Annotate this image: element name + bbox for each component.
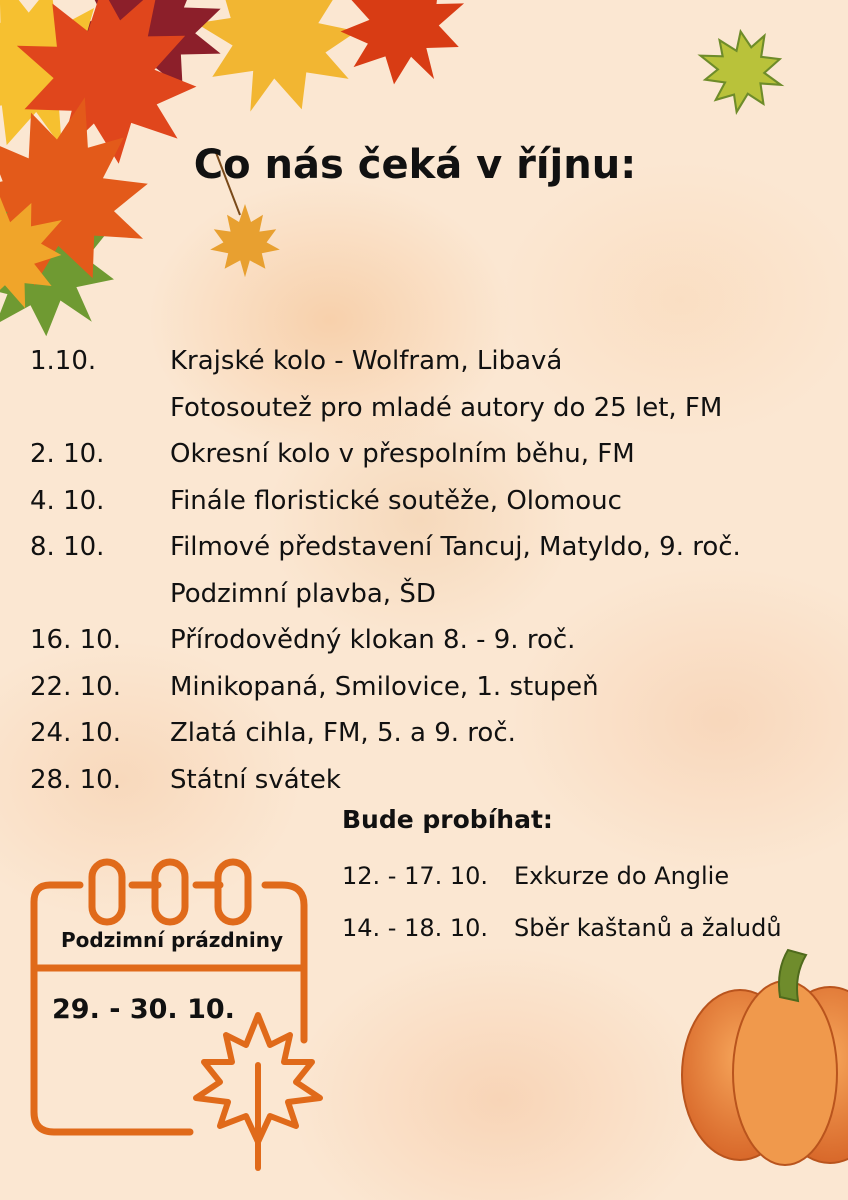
event-date: 1.10. <box>30 346 97 376</box>
list-item <box>0 571 848 618</box>
maple-leaf-icon <box>312 0 480 111</box>
event-text: Státní svátek <box>170 764 341 795</box>
list-item <box>0 524 848 571</box>
ongoing-date: 12. - 17. 10. <box>342 862 489 890</box>
ongoing-text: Sběr kaštanů a žaludů <box>514 914 782 942</box>
event-text: Přírodovědný klokan 8. - 9. roč. <box>170 625 576 655</box>
event-text: Zlatá cihla, FM, 5. a 9. roč. <box>170 718 516 748</box>
holiday-label: Podzimní prázdniny <box>60 928 284 952</box>
event-text: Filmové představení Tancuj, Matyldo, 9. roč. <box>170 532 741 562</box>
ongoing-text: Exkurze do Anglie <box>514 862 730 890</box>
event-date: 28. 10. <box>30 764 121 795</box>
event-date: 2. 10. <box>30 439 105 469</box>
event-text: Minikopaná, Smilovice, 1. stupeň <box>170 671 599 702</box>
event-date: 8. 10. <box>30 532 105 562</box>
list-item <box>0 757 848 804</box>
list-item <box>0 478 848 525</box>
list-item <box>0 385 848 432</box>
maple-leaf-icon <box>210 204 280 277</box>
event-text: Finále floristické soutěže, Olomouc <box>170 485 622 516</box>
holiday-dates: 29. - 30. 10. <box>52 994 235 1025</box>
list-item <box>0 710 848 757</box>
events-list <box>0 338 848 803</box>
event-date: 4. 10. <box>30 485 105 516</box>
list-item <box>0 617 848 664</box>
list-item <box>0 338 848 385</box>
event-text: Podzimní plavba, ŠD <box>170 578 436 609</box>
list-item <box>0 664 848 711</box>
event-text: Krajské kolo - Wolfram, Libavá <box>170 346 563 376</box>
event-text: Fotosoutež pro mladé autory do 25 let, FM <box>170 392 723 423</box>
list-item <box>0 431 848 478</box>
event-date: 22. 10. <box>30 671 121 702</box>
event-date: 16. 10. <box>30 625 121 655</box>
ongoing-date: 14. - 18. 10. <box>342 914 489 942</box>
page-title: Co nás čeká v říjnu: <box>193 142 637 188</box>
event-text: Okresní kolo v přespolním běhu, FM <box>170 439 635 469</box>
pumpkin-icon <box>680 945 848 1175</box>
maple-leaf-icon <box>670 20 800 120</box>
event-date: 24. 10. <box>30 718 121 748</box>
ongoing-title: Bude probíhat: <box>342 805 553 834</box>
